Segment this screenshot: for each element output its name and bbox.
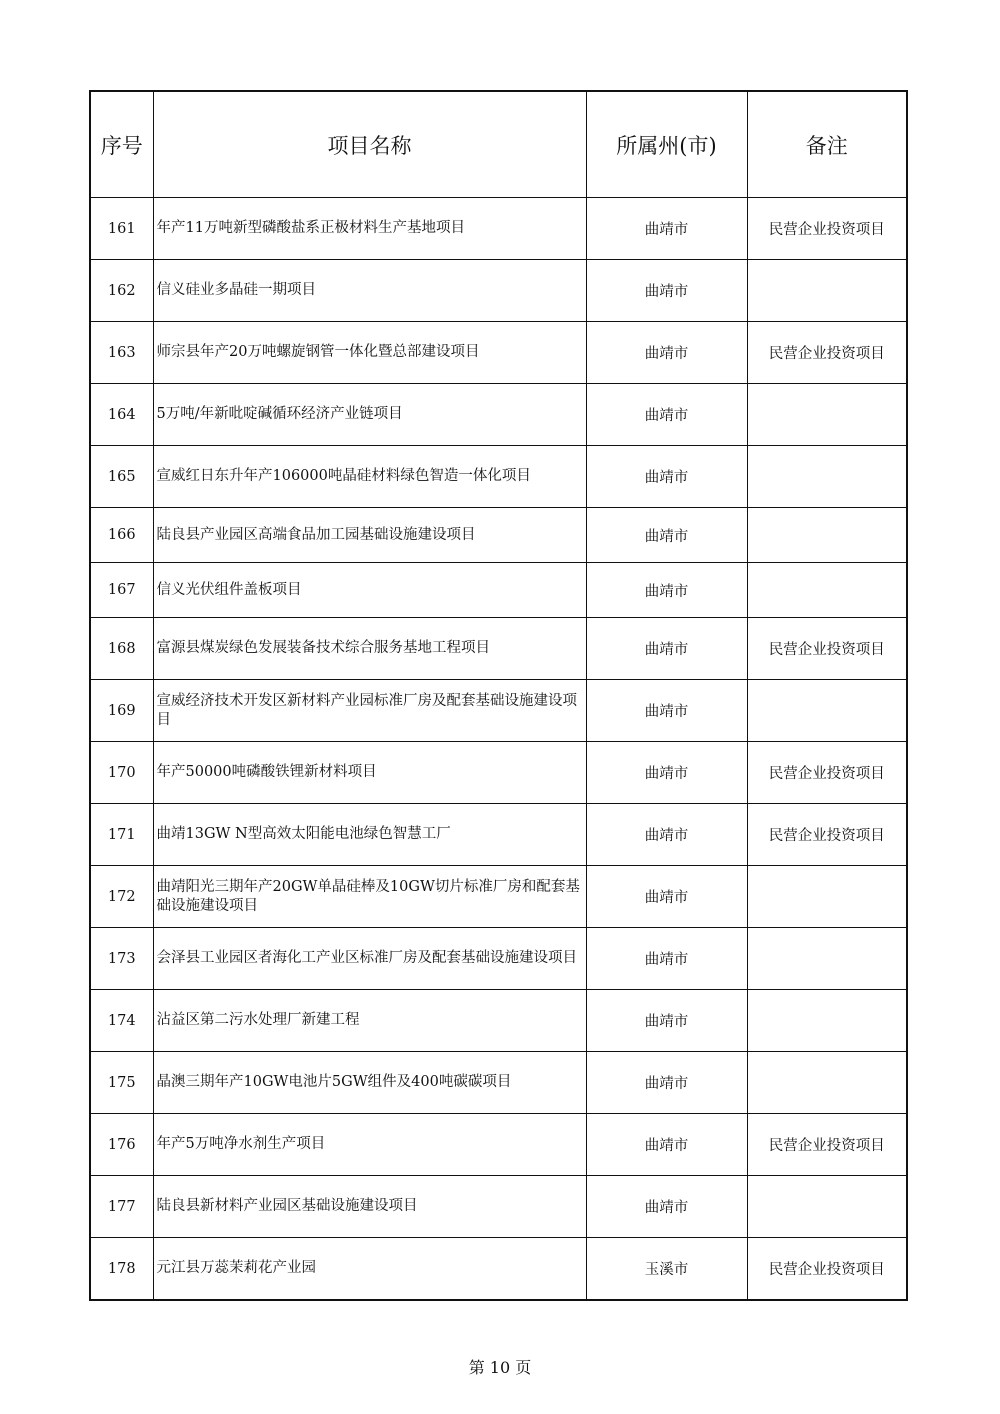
- row-note: 民营企业投资项目: [747, 804, 907, 866]
- table-row: [90, 618, 907, 680]
- row-city: 曲靖市: [586, 384, 747, 446]
- row-index: 171: [90, 804, 153, 866]
- row-index: 170: [90, 742, 153, 804]
- row-city: 曲靖市: [586, 198, 747, 260]
- header-city: 所属州(市): [586, 91, 747, 198]
- row-index: 161: [90, 198, 153, 260]
- row-note: [747, 928, 907, 990]
- row-index: 176: [90, 1114, 153, 1176]
- row-index: 177: [90, 1176, 153, 1238]
- row-project-name: 沾益区第二污水处理厂新建工程: [153, 990, 586, 1052]
- page-number: 第 10 页: [468, 1358, 532, 1377]
- row-project-name: 5万吨/年新吡啶碱循环经济产业链项目: [153, 384, 586, 446]
- row-index: 174: [90, 990, 153, 1052]
- table-row: [90, 563, 907, 618]
- table-row: [90, 508, 907, 563]
- row-note: [747, 680, 907, 742]
- row-city: 玉溪市: [586, 1238, 747, 1301]
- table-row: [90, 260, 907, 322]
- table-row: [90, 866, 907, 928]
- row-note: [747, 990, 907, 1052]
- row-city: 曲靖市: [586, 866, 747, 928]
- row-index: 163: [90, 322, 153, 384]
- row-note: 民营企业投资项目: [747, 1114, 907, 1176]
- table-row: [90, 928, 907, 990]
- header-note: 备注: [747, 91, 907, 198]
- row-city: 曲靖市: [586, 618, 747, 680]
- row-city: 曲靖市: [586, 804, 747, 866]
- row-city: 曲靖市: [586, 508, 747, 563]
- table-row: [90, 198, 907, 260]
- row-city: 曲靖市: [586, 1114, 747, 1176]
- row-project-name: 信义光伏组件盖板项目: [153, 563, 586, 618]
- table-row: [90, 1114, 907, 1176]
- row-note: [747, 260, 907, 322]
- row-note: [747, 866, 907, 928]
- row-note: [747, 384, 907, 446]
- table-row: [90, 742, 907, 804]
- row-city: 曲靖市: [586, 1176, 747, 1238]
- table-row: [90, 990, 907, 1052]
- table-row: [90, 1238, 907, 1301]
- row-index: 172: [90, 866, 153, 928]
- table-row: [90, 384, 907, 446]
- row-city: 曲靖市: [586, 446, 747, 508]
- table-row: [90, 1052, 907, 1114]
- row-index: 173: [90, 928, 153, 990]
- row-index: 169: [90, 680, 153, 742]
- row-index: 165: [90, 446, 153, 508]
- row-city: 曲靖市: [586, 260, 747, 322]
- header-index: 序号: [90, 91, 153, 198]
- row-project-name: 晶澳三期年产10GW电池片5GW组件及400吨碳碳项目: [153, 1052, 586, 1114]
- row-project-name: 年产50000吨磷酸铁锂新材料项目: [153, 742, 586, 804]
- row-note: [747, 446, 907, 508]
- row-city: 曲靖市: [586, 742, 747, 804]
- row-index: 168: [90, 618, 153, 680]
- row-city: 曲靖市: [586, 322, 747, 384]
- row-project-name: 陆良县产业园区高端食品加工园基础设施建设项目: [153, 508, 586, 563]
- row-project-name: 会泽县工业园区者海化工产业区标准厂房及配套基础设施建设项目: [153, 928, 586, 990]
- header-project-name: 项目名称: [153, 91, 586, 198]
- table-row: [90, 446, 907, 508]
- row-note: [747, 1052, 907, 1114]
- row-note: [747, 1176, 907, 1238]
- row-note: 民营企业投资项目: [747, 742, 907, 804]
- table-row: [90, 322, 907, 384]
- row-note: [747, 508, 907, 563]
- row-index: 162: [90, 260, 153, 322]
- row-project-name: 宣威经济技术开发区新材料产业园标准厂房及配套基础设施建设项目: [153, 680, 586, 742]
- table-row: [90, 804, 907, 866]
- row-city: 曲靖市: [586, 990, 747, 1052]
- row-note: 民营企业投资项目: [747, 322, 907, 384]
- row-index: 164: [90, 384, 153, 446]
- row-note: 民营企业投资项目: [747, 618, 907, 680]
- row-city: 曲靖市: [586, 928, 747, 990]
- row-project-name: 师宗县年产20万吨螺旋钢管一体化暨总部建设项目: [153, 322, 586, 384]
- row-project-name: 元江县万蕊茉莉花产业园: [153, 1238, 586, 1301]
- row-project-name: 年产11万吨新型磷酸盐系正极材料生产基地项目: [153, 198, 586, 260]
- row-index: 175: [90, 1052, 153, 1114]
- row-project-name: 陆良县新材料产业园区基础设施建设项目: [153, 1176, 586, 1238]
- table-row: [90, 680, 907, 742]
- row-city: 曲靖市: [586, 680, 747, 742]
- row-project-name: 曲靖阳光三期年产20GW单晶硅棒及10GW切片标准厂房和配套基础设施建设项目: [153, 866, 586, 928]
- row-project-name: 信义硅业多晶硅一期项目: [153, 260, 586, 322]
- project-table: [89, 90, 908, 1301]
- row-index: 166: [90, 508, 153, 563]
- table-row: [90, 1176, 907, 1238]
- row-index: 178: [90, 1238, 153, 1301]
- row-note: 民营企业投资项目: [747, 198, 907, 260]
- table-header-row: [90, 91, 907, 198]
- row-city: 曲靖市: [586, 563, 747, 618]
- row-city: 曲靖市: [586, 1052, 747, 1114]
- row-project-name: 宣威红日东升年产106000吨晶硅材料绿色智造一体化项目: [153, 446, 586, 508]
- row-index: 167: [90, 563, 153, 618]
- row-project-name: 富源县煤炭绿色发展装备技术综合服务基地工程项目: [153, 618, 586, 680]
- row-note: 民营企业投资项目: [747, 1238, 907, 1301]
- row-note: [747, 563, 907, 618]
- row-project-name: 曲靖13GW N型高效太阳能电池绿色智慧工厂: [153, 804, 586, 866]
- project-table-container: [89, 90, 908, 1301]
- row-project-name: 年产5万吨净水剂生产项目: [153, 1114, 586, 1176]
